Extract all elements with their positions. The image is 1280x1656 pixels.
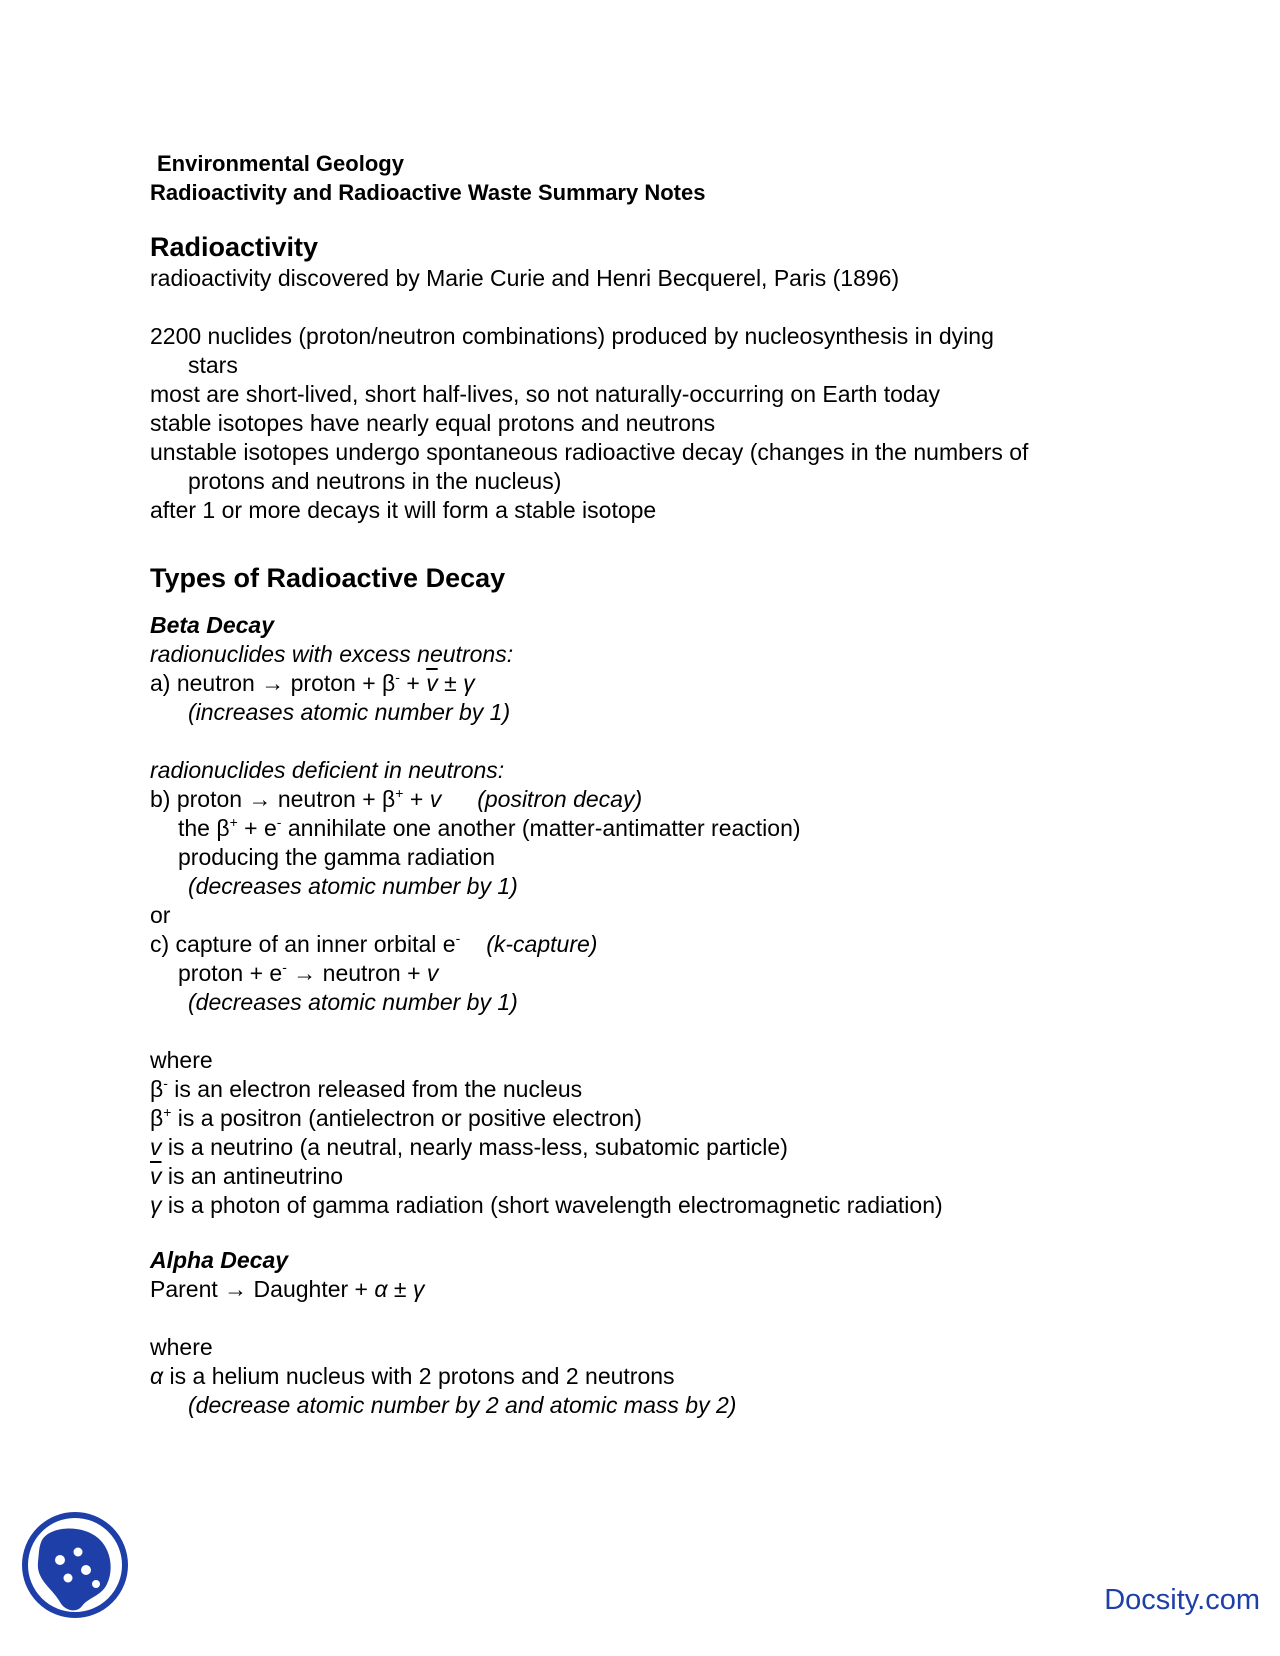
section-heading-radioactivity: Radioactivity	[150, 232, 319, 262]
def-gamma-text: is a photon of gamma radiation (short wavelength electromagnetic radiation)	[161, 1192, 943, 1218]
electron-sup: -	[455, 930, 461, 946]
def-neutrino-text: is a neutrino (a neutral, nearly mass-less, subatomic particle)	[161, 1134, 788, 1160]
def-neutrino	[150, 1133, 1170, 1162]
alpha-equation-b: ±	[387, 1276, 413, 1302]
equation-c	[150, 930, 1170, 959]
section-heading-decay-types: Types of Radioactive Decay	[150, 563, 506, 593]
neutrino-symbol-c: v	[426, 960, 439, 986]
equation-b	[150, 785, 1170, 814]
discovery-line: radioactivity discovered by Marie Curie and Henri Becquerel, Paris (1896)	[150, 265, 900, 291]
equation-b-mid: +	[403, 786, 430, 812]
or-line: or	[150, 902, 171, 928]
beta-decay-heading: Beta Decay	[150, 612, 275, 638]
equation-a	[150, 669, 1170, 698]
document-title: Radioactivity and Radioactive Waste Summary Notes	[150, 180, 706, 205]
def-beta-minus-symbol: β	[150, 1076, 164, 1102]
def-gamma-symbol: γ	[150, 1192, 162, 1218]
def-beta-plus-symbol: β	[150, 1105, 164, 1131]
annihilation-b: + e	[237, 815, 277, 841]
positron-decay-label: (positron decay)	[477, 786, 643, 812]
def-beta-minus-sup: -	[163, 1075, 168, 1091]
gamma-symbol: γ	[463, 670, 475, 696]
short-lived-line: most are short-lived, short half-lives, so not naturally-occurring on Earth today	[150, 381, 941, 407]
annihilation-a: the β	[178, 815, 230, 841]
equation-c-reaction	[150, 959, 1170, 988]
equation-c-reaction-a: proton + e	[178, 960, 283, 986]
beta-minus-sup: -	[395, 669, 400, 685]
def-gamma	[150, 1191, 1170, 1220]
alpha-where-label: where	[150, 1334, 213, 1360]
producing-gamma-line: producing the gamma radiation	[178, 844, 496, 870]
alpha-decay-heading: Alpha Decay	[150, 1247, 289, 1273]
k-capture-label: (k-capture)	[486, 931, 598, 957]
neutrino-symbol: v	[429, 786, 442, 812]
def-alpha-symbol: α	[150, 1363, 164, 1389]
excess-neutrons-intro: radionuclides with excess neutrons:	[150, 641, 514, 667]
docsity-brand-link[interactable]: Docsity.com	[1104, 1584, 1260, 1616]
equation-a-prefix: a) neutron → proton + β	[150, 670, 396, 696]
annihilation-sup1: +	[229, 814, 238, 830]
def-beta-plus-text: is a positron (antielectron or positive electron)	[171, 1105, 642, 1131]
stable-line: stable isotopes have nearly equal protons and neutrons	[150, 410, 716, 436]
annihilation-sup2: -	[276, 814, 282, 830]
alpha-note: (decrease atomic number by 2 and atomic mass by 2)	[188, 1392, 737, 1418]
equation-b-note: (decreases atomic number by 1)	[188, 873, 518, 899]
equation-b-prefix: b) proton → neutron + β	[150, 786, 396, 812]
unstable-line-cont: protons and neutrons in the nucleus)	[188, 468, 562, 494]
alpha-symbol: α	[374, 1276, 388, 1302]
alpha-gamma-symbol: γ	[412, 1276, 425, 1302]
where-label: where	[150, 1047, 213, 1073]
def-antineutrino-symbol: $\overline{v}$	[150, 1163, 162, 1189]
docsity-logo-icon[interactable]	[20, 1510, 130, 1620]
equation-c-reaction-b: → neutron +	[286, 960, 427, 986]
annihilation-c: annihilate one another (matter-antimatter reaction)	[281, 815, 801, 841]
def-beta-plus	[150, 1104, 1170, 1133]
equation-a-tail: ±	[437, 670, 464, 696]
deficient-neutrons-intro: radionuclides deficient in neutrons:	[150, 757, 505, 783]
def-neutrino-symbol: v	[150, 1134, 162, 1160]
def-beta-plus-sup: +	[163, 1104, 172, 1120]
def-alpha	[150, 1362, 1170, 1391]
def-antineutrino	[150, 1162, 1170, 1191]
unstable-line: unstable isotopes undergo spontaneous radioactive decay (changes in the numbers of	[150, 439, 1029, 465]
after-decays-line: after 1 or more decays it will form a stable isotope	[150, 497, 657, 523]
def-antineutrino-text: is an antineutrino	[161, 1163, 344, 1189]
equation-c-note: (decreases atomic number by 1)	[188, 989, 518, 1015]
alpha-equation	[150, 1275, 1170, 1304]
def-beta-minus	[150, 1075, 1170, 1104]
nuclides-line-cont: stars	[188, 352, 238, 378]
section-radioactivity	[150, 230, 1170, 525]
equation-a-note: (increases atomic number by 1)	[188, 699, 511, 725]
nuclides-line: 2200 nuclides (proton/neutron combinations) produced by nucleosynthesis in dying	[150, 323, 994, 349]
beta-plus-sup: +	[395, 785, 404, 801]
equation-c-prefix: c) capture of an inner orbital e	[150, 931, 456, 957]
def-alpha-text: is a helium nucleus with 2 protons and 2 neutrons	[163, 1363, 675, 1389]
annihilation-line	[150, 814, 1170, 843]
def-beta-minus-text: is an electron released from the nucleus	[167, 1076, 583, 1102]
equation-c-reaction-sup: -	[282, 959, 287, 975]
section-decay-types	[150, 561, 1170, 1420]
equation-a-mid: +	[399, 670, 427, 696]
antineutrino-symbol: $\overline{v}$	[426, 670, 438, 696]
alpha-equation-a: Parent → Daughter +	[150, 1276, 375, 1302]
course-title: Environmental Geology	[157, 151, 404, 176]
